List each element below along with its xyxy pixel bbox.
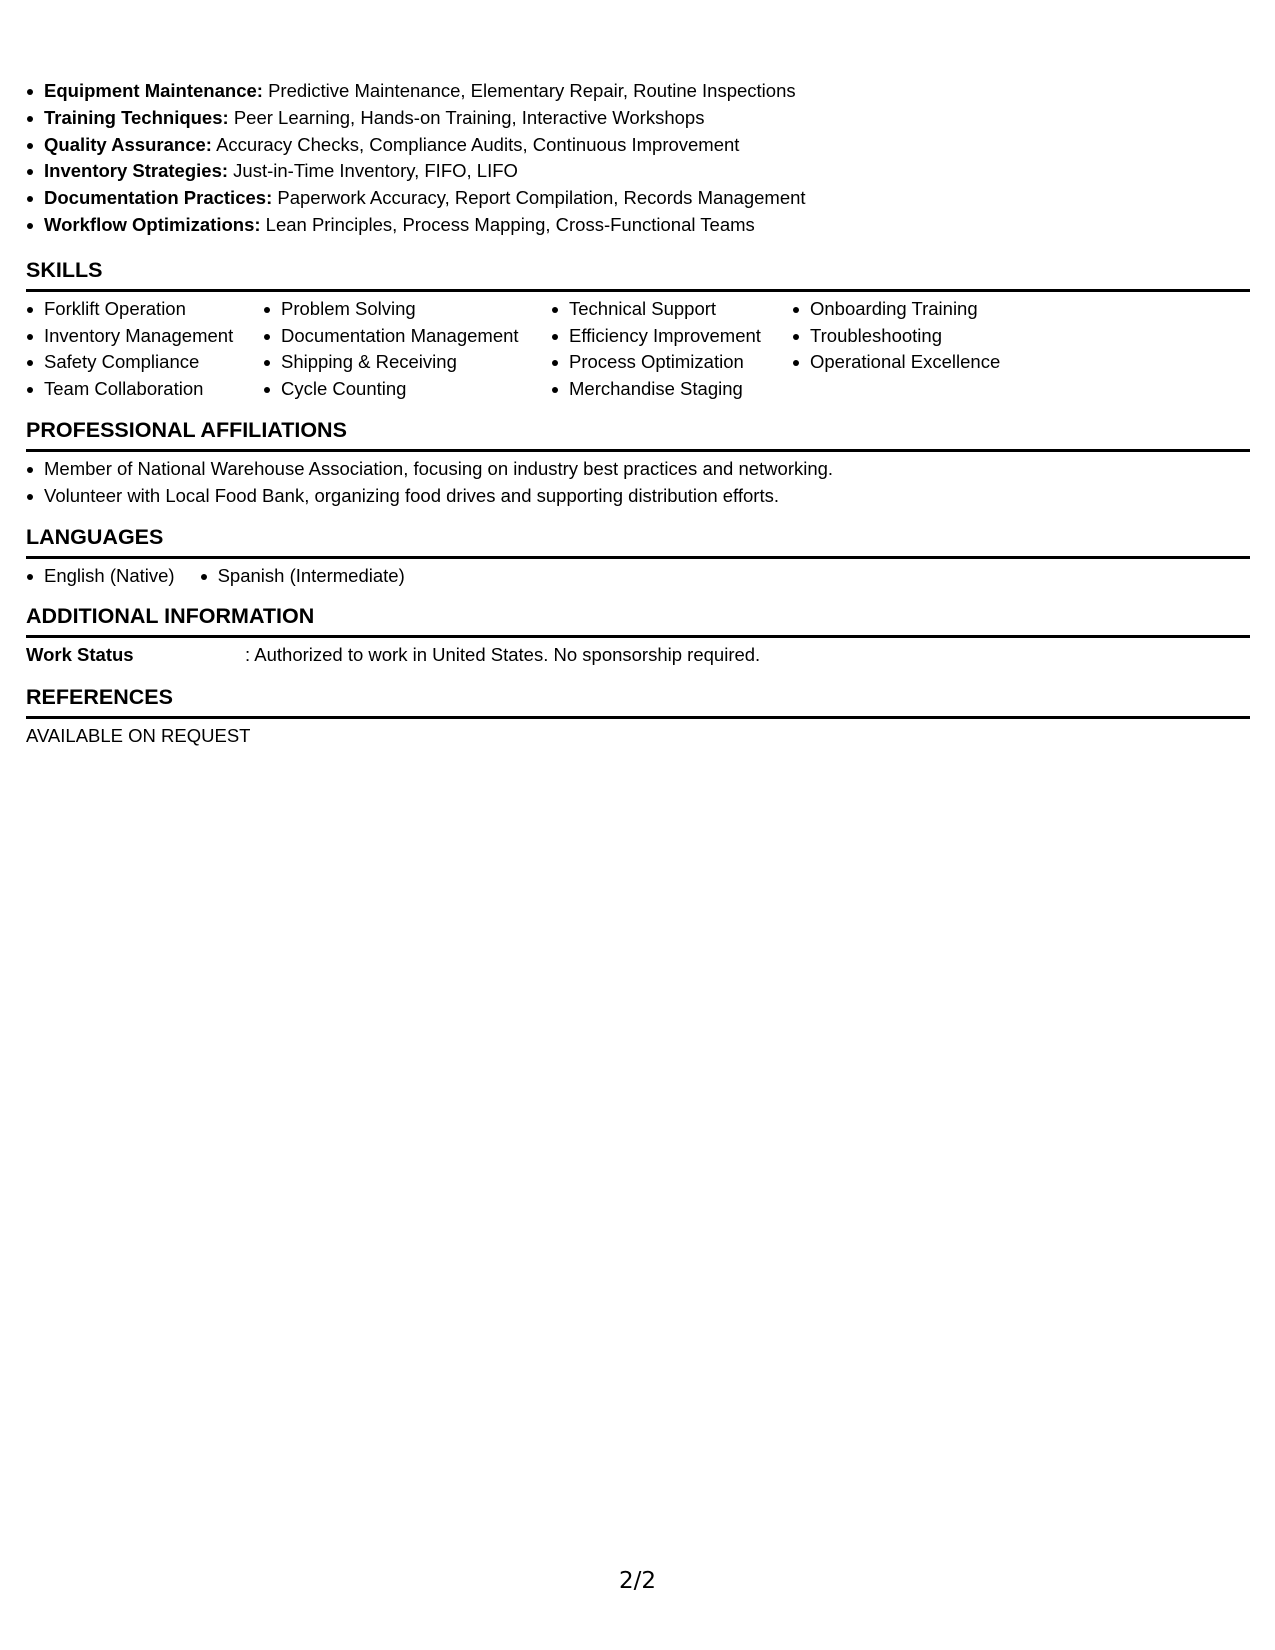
section-title-additional: ADDITIONAL INFORMATION [26, 604, 315, 629]
expertise-list [26, 78, 1250, 239]
section-title-skills: SKILLS [26, 257, 103, 282]
item-text: Just-in-Time Inventory, FIFO, LIFO [233, 160, 518, 182]
references-section [26, 684, 1250, 749]
skill-item: Forklift Operation [26, 296, 263, 323]
item-label: Documentation Practices: [44, 187, 273, 209]
page-number: 2/2 [618, 1568, 656, 1594]
section-divider [26, 716, 1250, 719]
list-item [26, 78, 1250, 105]
item-text: Accuracy Checks, Compliance Audits, Continuous Improvement [216, 133, 740, 155]
skill-item: Cycle Counting [263, 376, 551, 403]
skills-column-1 [26, 296, 263, 403]
item-text: Peer Learning, Hands-on Training, Interactive Workshops [233, 106, 705, 128]
info-value: : Authorized to work in United States. No sponsorship required. [245, 644, 761, 666]
section-divider [26, 289, 1250, 292]
skill-item: Shipping & Receiving [263, 349, 551, 376]
skills-grid [26, 296, 1250, 403]
item-label: Quality Assurance: [44, 133, 212, 155]
skill-item: Troubleshooting [792, 323, 1052, 350]
section-divider [26, 635, 1250, 638]
skill-item: Documentation Management [263, 323, 551, 350]
skill-item: Team Collaboration [26, 376, 263, 403]
item-label: Training Techniques: [44, 106, 229, 128]
language-item: Spanish (Intermediate) [200, 563, 405, 590]
affiliations-section [26, 417, 1250, 510]
skill-item: Process Optimization [551, 349, 792, 376]
list-item [26, 158, 1250, 185]
item-label: Equipment Maintenance: [44, 80, 263, 101]
section-title-affiliations: PROFESSIONAL AFFILIATIONS [26, 417, 347, 442]
skill-item: Problem Solving [263, 296, 551, 323]
item-label: Workflow Optimizations: [44, 213, 261, 235]
skill-item: Onboarding Training [792, 296, 1052, 323]
list-item: Volunteer with Local Food Bank, organizing food drives and supporting distribution efforts. [26, 483, 1250, 510]
skill-item: Merchandise Staging [551, 376, 792, 403]
languages-list [26, 563, 1250, 590]
affiliations-list [26, 456, 1250, 510]
list-item [26, 105, 1250, 132]
list-item [26, 132, 1250, 159]
list-item: Member of National Warehouse Association, focusing on industry best practices and networking. [26, 456, 1250, 483]
skills-section [26, 257, 1250, 403]
item-text: Paperwork Accuracy, Report Compilation, Records Management [277, 187, 806, 209]
section-title-languages: LANGUAGES [26, 524, 164, 549]
additional-info-section [26, 603, 1250, 668]
skill-item: Inventory Management [26, 323, 263, 350]
references-text: AVAILABLE ON REQUEST [26, 725, 251, 747]
skills-column-3 [551, 296, 792, 403]
skills-column-2 [263, 296, 551, 403]
languages-section [26, 524, 1250, 590]
info-label: Work Status [26, 644, 134, 666]
skills-column-4 [792, 296, 1052, 403]
skill-item: Efficiency Improvement [551, 323, 792, 350]
skill-item: Safety Compliance [26, 349, 263, 376]
section-divider [26, 556, 1250, 559]
list-item [26, 212, 1250, 239]
section-title-references: REFERENCES [26, 685, 173, 710]
item-label: Inventory Strategies: [44, 160, 229, 182]
skill-item: Operational Excellence [792, 349, 1052, 376]
item-text: Lean Principles, Process Mapping, Cross-Functional Teams [265, 213, 755, 235]
info-row [26, 642, 1250, 668]
item-text: Predictive Maintenance, Elementary Repair, Routine Inspections [268, 80, 796, 101]
skill-item: Technical Support [551, 296, 792, 323]
section-divider [26, 449, 1250, 452]
list-item [26, 185, 1250, 212]
resume-page [26, 78, 1250, 749]
language-item: English (Native) [26, 563, 175, 590]
